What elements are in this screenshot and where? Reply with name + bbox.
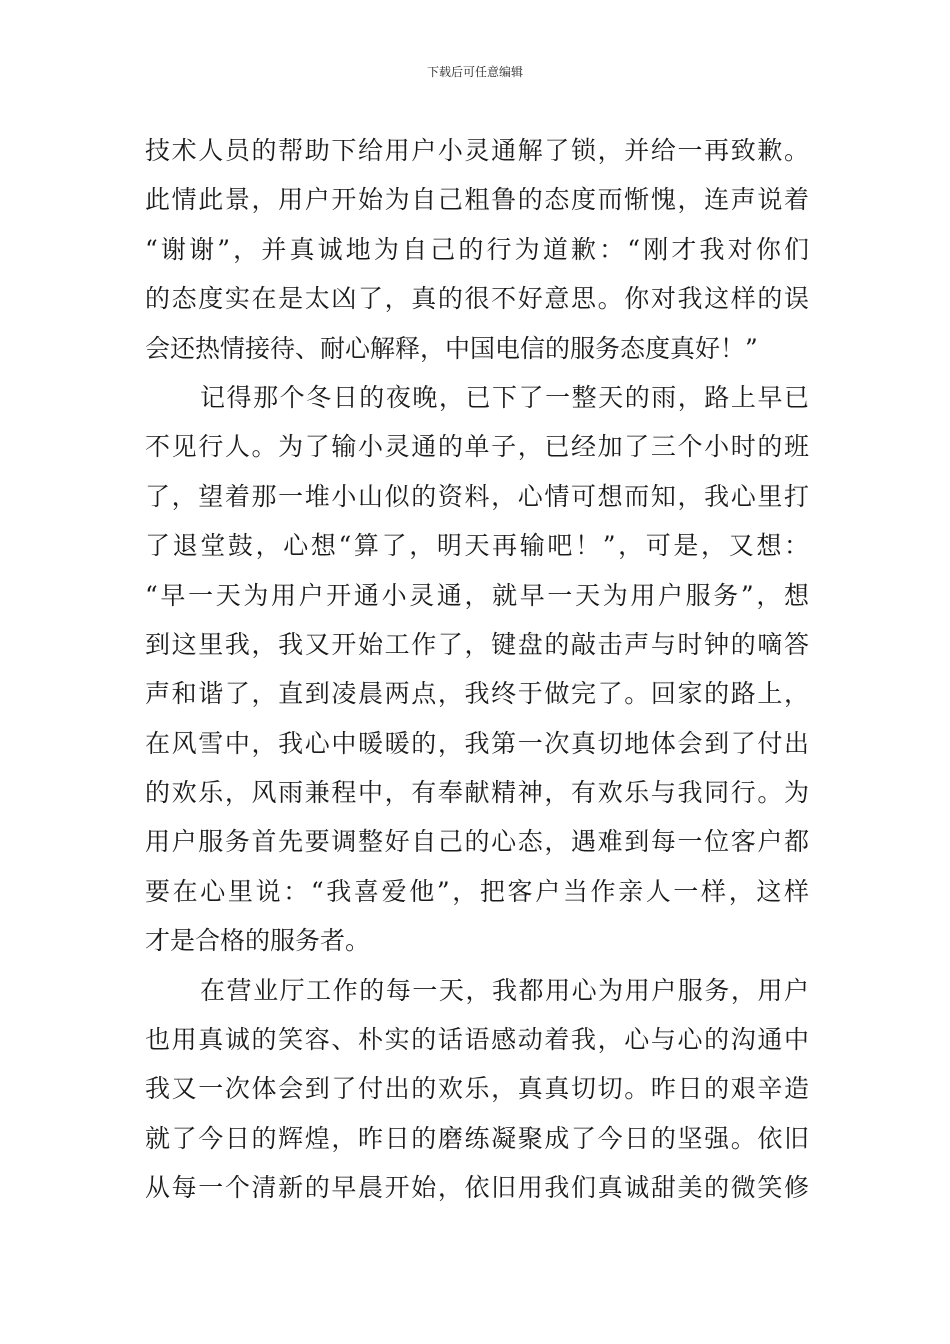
text-line: 也用真诚的笑容、朴实的话语感动着我，心与心的沟通中	[145, 1025, 809, 1055]
text-line: 了，望着那一堆小山似的资料，心情可想而知，我心里打	[145, 481, 809, 511]
text-line: 从每一个清新的早晨开始，依旧用我们真诚甜美的微笑修	[145, 1173, 809, 1203]
text-line: 就了今日的辉煌，昨日的磨练凝聚成了今日的坚强。依旧	[145, 1123, 809, 1153]
text-line: 才是合格的服务者。	[145, 926, 371, 956]
text-line: 用户服务首先要调整好自己的心态，遇难到每一位客户都	[145, 827, 809, 857]
text-line: 的态度实在是太凶了，真的很不好意思。你对我这样的误	[145, 284, 809, 314]
text-line: 此情此景，用户开始为自己粗鲁的态度而惭愧，连声说着	[145, 185, 809, 215]
text-line: “谢谢”，并真诚地为自己的行为道歉：“刚才我对你们	[145, 234, 809, 264]
text-line: 不见行人。为了输小灵通的单子，已经加了三个小时的班	[145, 432, 809, 462]
text-line: 声和谐了，直到凌晨两点，我终于做完了。回家的路上，	[145, 679, 809, 709]
text-line: 了退堂鼓，心想“算了，明天再输吧！”，可是，又想：	[145, 531, 809, 561]
page-header: 下载后可任意编辑	[426, 65, 523, 79]
text-line: 会还热情接待、耐心解释，中国电信的服务态度真好！”	[145, 333, 758, 363]
text-line: 在风雪中，我心中暖暖的，我第一次真切地体会到了付出	[145, 728, 809, 758]
text-line: 我又一次体会到了付出的欢乐，真真切切。昨日的艰辛造	[145, 1074, 809, 1104]
text-line: 的欢乐，风雨兼程中，有奉献精神，有欢乐与我同行。为	[145, 778, 809, 808]
text-line: 记得那个冬日的夜晚，已下了一整天的雨，路上早已	[200, 382, 809, 412]
text-line: 要在心里说：“我喜爱他”，把客户当作亲人一样，这样	[145, 876, 809, 906]
text-line: “早一天为用户开通小灵通，就早一天为用户服务”，想	[145, 580, 809, 610]
text-line: 技术人员的帮助下给用户小灵通解了锁，并给一再致歉。	[145, 136, 809, 165]
text-line: 到这里我，我又开始工作了，键盘的敲击声与时钟的嘀答	[145, 629, 809, 659]
body-text	[145, 126, 809, 1213]
text-line: 在营业厅工作的每一天，我都用心为用户服务，用户	[200, 975, 809, 1005]
